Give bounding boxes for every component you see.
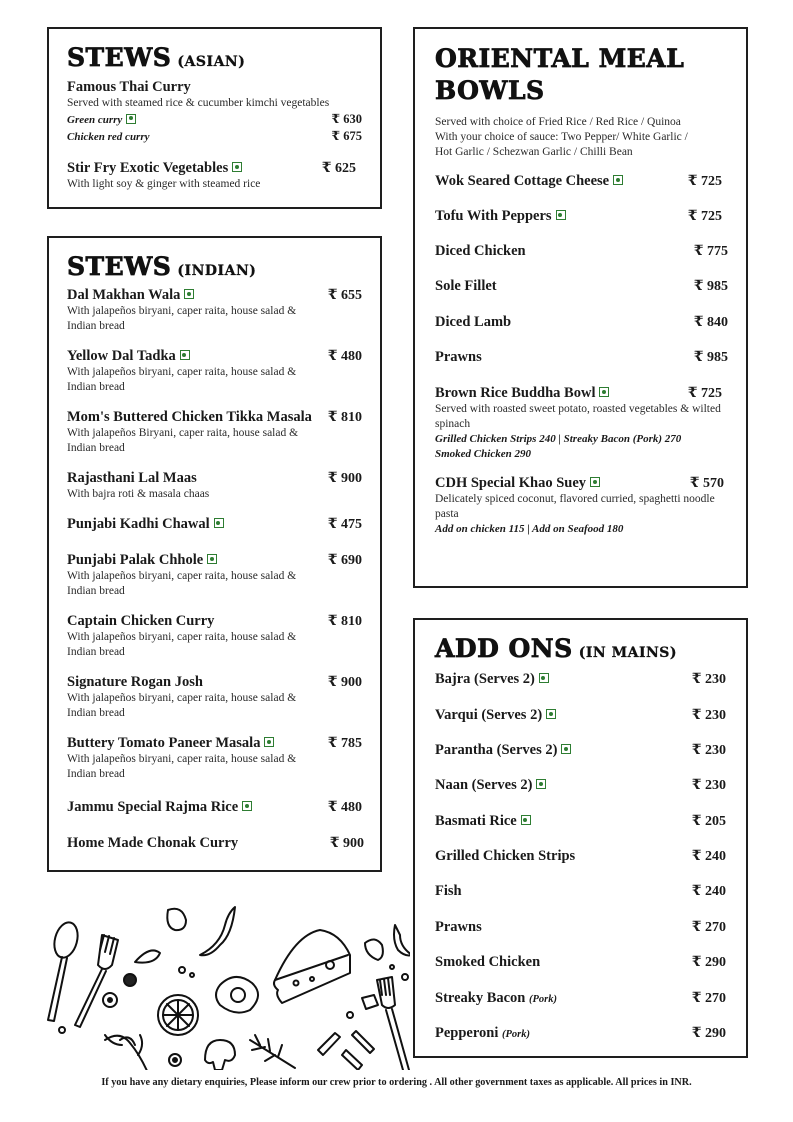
veg-icon: [264, 737, 274, 747]
pasta-icon: [318, 1031, 374, 1070]
veg-icon: [561, 744, 571, 754]
section-title: STEWS (INDIAN): [67, 252, 257, 281]
variant-row: Green curry ₹ 630: [67, 112, 362, 126]
menu-item: Punjabi Palak Chhole ₹ 690 With jalapeños biryani, caper raita, house salad & Indian bread: [67, 552, 362, 597]
stews-asian-section: [47, 27, 382, 209]
veg-icon: [546, 709, 556, 719]
menu-item: Famous Thai Curry Served with steamed rice & cucumber kimchi vegetables Green curry ₹ 630 Chicken red curry ₹ 675: [67, 79, 362, 143]
spoon-icon: [48, 920, 81, 1021]
chili-icon: [394, 925, 410, 955]
veg-icon: [613, 175, 623, 185]
menu-item: Wok Seared Cottage Cheese ₹ 725: [435, 173, 722, 189]
add-ons-section: [413, 618, 748, 1058]
dill-icon: [250, 1035, 295, 1068]
veg-icon: [539, 673, 549, 683]
veg-icon: [207, 554, 217, 564]
menu-item: Varqui (Serves 2) ₹ 230: [435, 707, 726, 723]
menu-item: Stir Fry Exotic Vegetables ₹ 625 With light soy & ginger with steamed rice: [67, 160, 356, 190]
veg-icon: [599, 387, 609, 397]
footer-note: If you have any dietary enquiries, Please inform our crew prior to ordering . All other government taxes as applicable. All prices in INR.: [101, 1077, 692, 1088]
menu-item: Sole Fillet ₹ 985: [435, 278, 728, 294]
menu-item: Mom's Buttered Chicken Tikka Masala ₹ 810 With jalapeños Biryani, caper raita, house salad & Indian bread: [67, 409, 362, 454]
fork-icon: [75, 935, 118, 1027]
parsley-icon: [105, 1035, 148, 1070]
menu-item: Tofu With Peppers ₹ 725: [435, 208, 722, 224]
menu-item: Jammu Special Rajma Rice ₹ 480: [67, 799, 362, 815]
fork-icon: [377, 977, 409, 1070]
menu-item: Punjabi Kadhi Chawal ₹ 475: [67, 516, 362, 532]
veg-icon: [180, 350, 190, 360]
menu-item: Yellow Dal Tadka ₹ 480 With jalapeños biryani, caper raita, house salad & Indian bread: [67, 348, 362, 393]
olive-icon: [124, 974, 136, 986]
veg-icon: [214, 518, 224, 528]
menu-item: Bajra (Serves 2) ₹ 230: [435, 671, 726, 687]
chili-icon: [200, 907, 235, 955]
veg-icon: [242, 801, 252, 811]
garlic-icon: [167, 909, 186, 930]
menu-item: Diced Lamb ₹ 840: [435, 314, 728, 330]
menu-item: CDH Special Khao Suey ₹ 570 Delicately spiced coconut, flavored curried, spaghetti noodle pasta Add on chicken 115 | Add on Seafood 180: [435, 475, 724, 535]
menu-item: Parantha (Serves 2) ₹ 230: [435, 742, 726, 758]
variant-row: Chicken red curry ₹ 675: [67, 129, 362, 143]
menu-item: Dal Makhan Wala ₹ 655 With jalapeños biryani, caper raita, house salad & Indian bread: [67, 287, 362, 332]
leaf-icon: [135, 950, 160, 962]
menu-item: Home Made Chonak Curry ₹ 900: [67, 835, 364, 851]
menu-item: Naan (Serves 2) ₹ 230: [435, 777, 726, 793]
menu-item: Signature Rogan Josh ₹ 900 With jalapeños biryani, caper raita, house salad & Indian bread: [67, 674, 362, 719]
menu-item: Captain Chicken Curry ₹ 810 With jalapeños biryani, caper raita, house salad & Indian bread: [67, 613, 362, 658]
section-intro: Served with choice of Fried Rice / Red Rice / Quinoa With your choice of sauce: Two Pepper/ White Garlic / Hot Garlic / Schezwan Garlic / Chilli Bean: [435, 116, 688, 158]
veg-icon: [590, 477, 600, 487]
veg-icon: [521, 815, 531, 825]
menu-item: Prawns ₹ 270: [435, 919, 726, 935]
menu-item: Streaky Bacon (Pork) ₹ 270: [435, 990, 726, 1006]
menu-item: Smoked Chicken ₹ 290: [435, 954, 726, 970]
menu-item: Basmati Rice ₹ 205: [435, 813, 726, 829]
veg-icon: [184, 289, 194, 299]
menu-item: Rajasthani Lal Maas ₹ 900 With bajra roti & masala chaas: [67, 470, 362, 500]
veg-icon: [536, 779, 546, 789]
food-illustration: [20, 895, 410, 1070]
veg-icon: [126, 114, 136, 124]
menu-item: Brown Rice Buddha Bowl ₹ 725 Served with roasted sweet potato, roasted vegetables & wilted spinach Grilled Chicken Strips 240 | Streaky Bacon (Pork) 270 Smoked Chicken 290: [435, 385, 722, 460]
menu-item: Prawns ₹ 985: [435, 349, 728, 365]
section-title: ADD ONS (IN MAINS): [435, 634, 678, 663]
cheese-cube-icon: [362, 995, 378, 1009]
section-title: ORIENTAL MEAL BOWLS: [435, 44, 685, 105]
menu-item: Buttery Tomato Paneer Masala ₹ 785 With jalapeños biryani, caper raita, house salad & Indian bread: [67, 735, 362, 780]
stews-indian-section: [47, 236, 382, 872]
lemon-slice-icon: [158, 995, 198, 1035]
veg-icon: [232, 162, 242, 172]
cheese-icon: [274, 930, 350, 1003]
menu-item: Grilled Chicken Strips ₹ 240: [435, 848, 726, 864]
leaf-icon: [365, 939, 383, 960]
section-title: STEWS (ASIAN): [67, 43, 246, 72]
bell-pepper-icon: [216, 977, 258, 1013]
menu-item: Diced Chicken ₹ 775: [435, 243, 728, 259]
veg-icon: [556, 210, 566, 220]
menu-item: Pepperoni (Pork) ₹ 290: [435, 1025, 726, 1041]
mushroom-icon: [205, 1040, 235, 1070]
menu-item: Fish ₹ 240: [435, 883, 726, 899]
oriental-bowls-section: [413, 27, 748, 588]
